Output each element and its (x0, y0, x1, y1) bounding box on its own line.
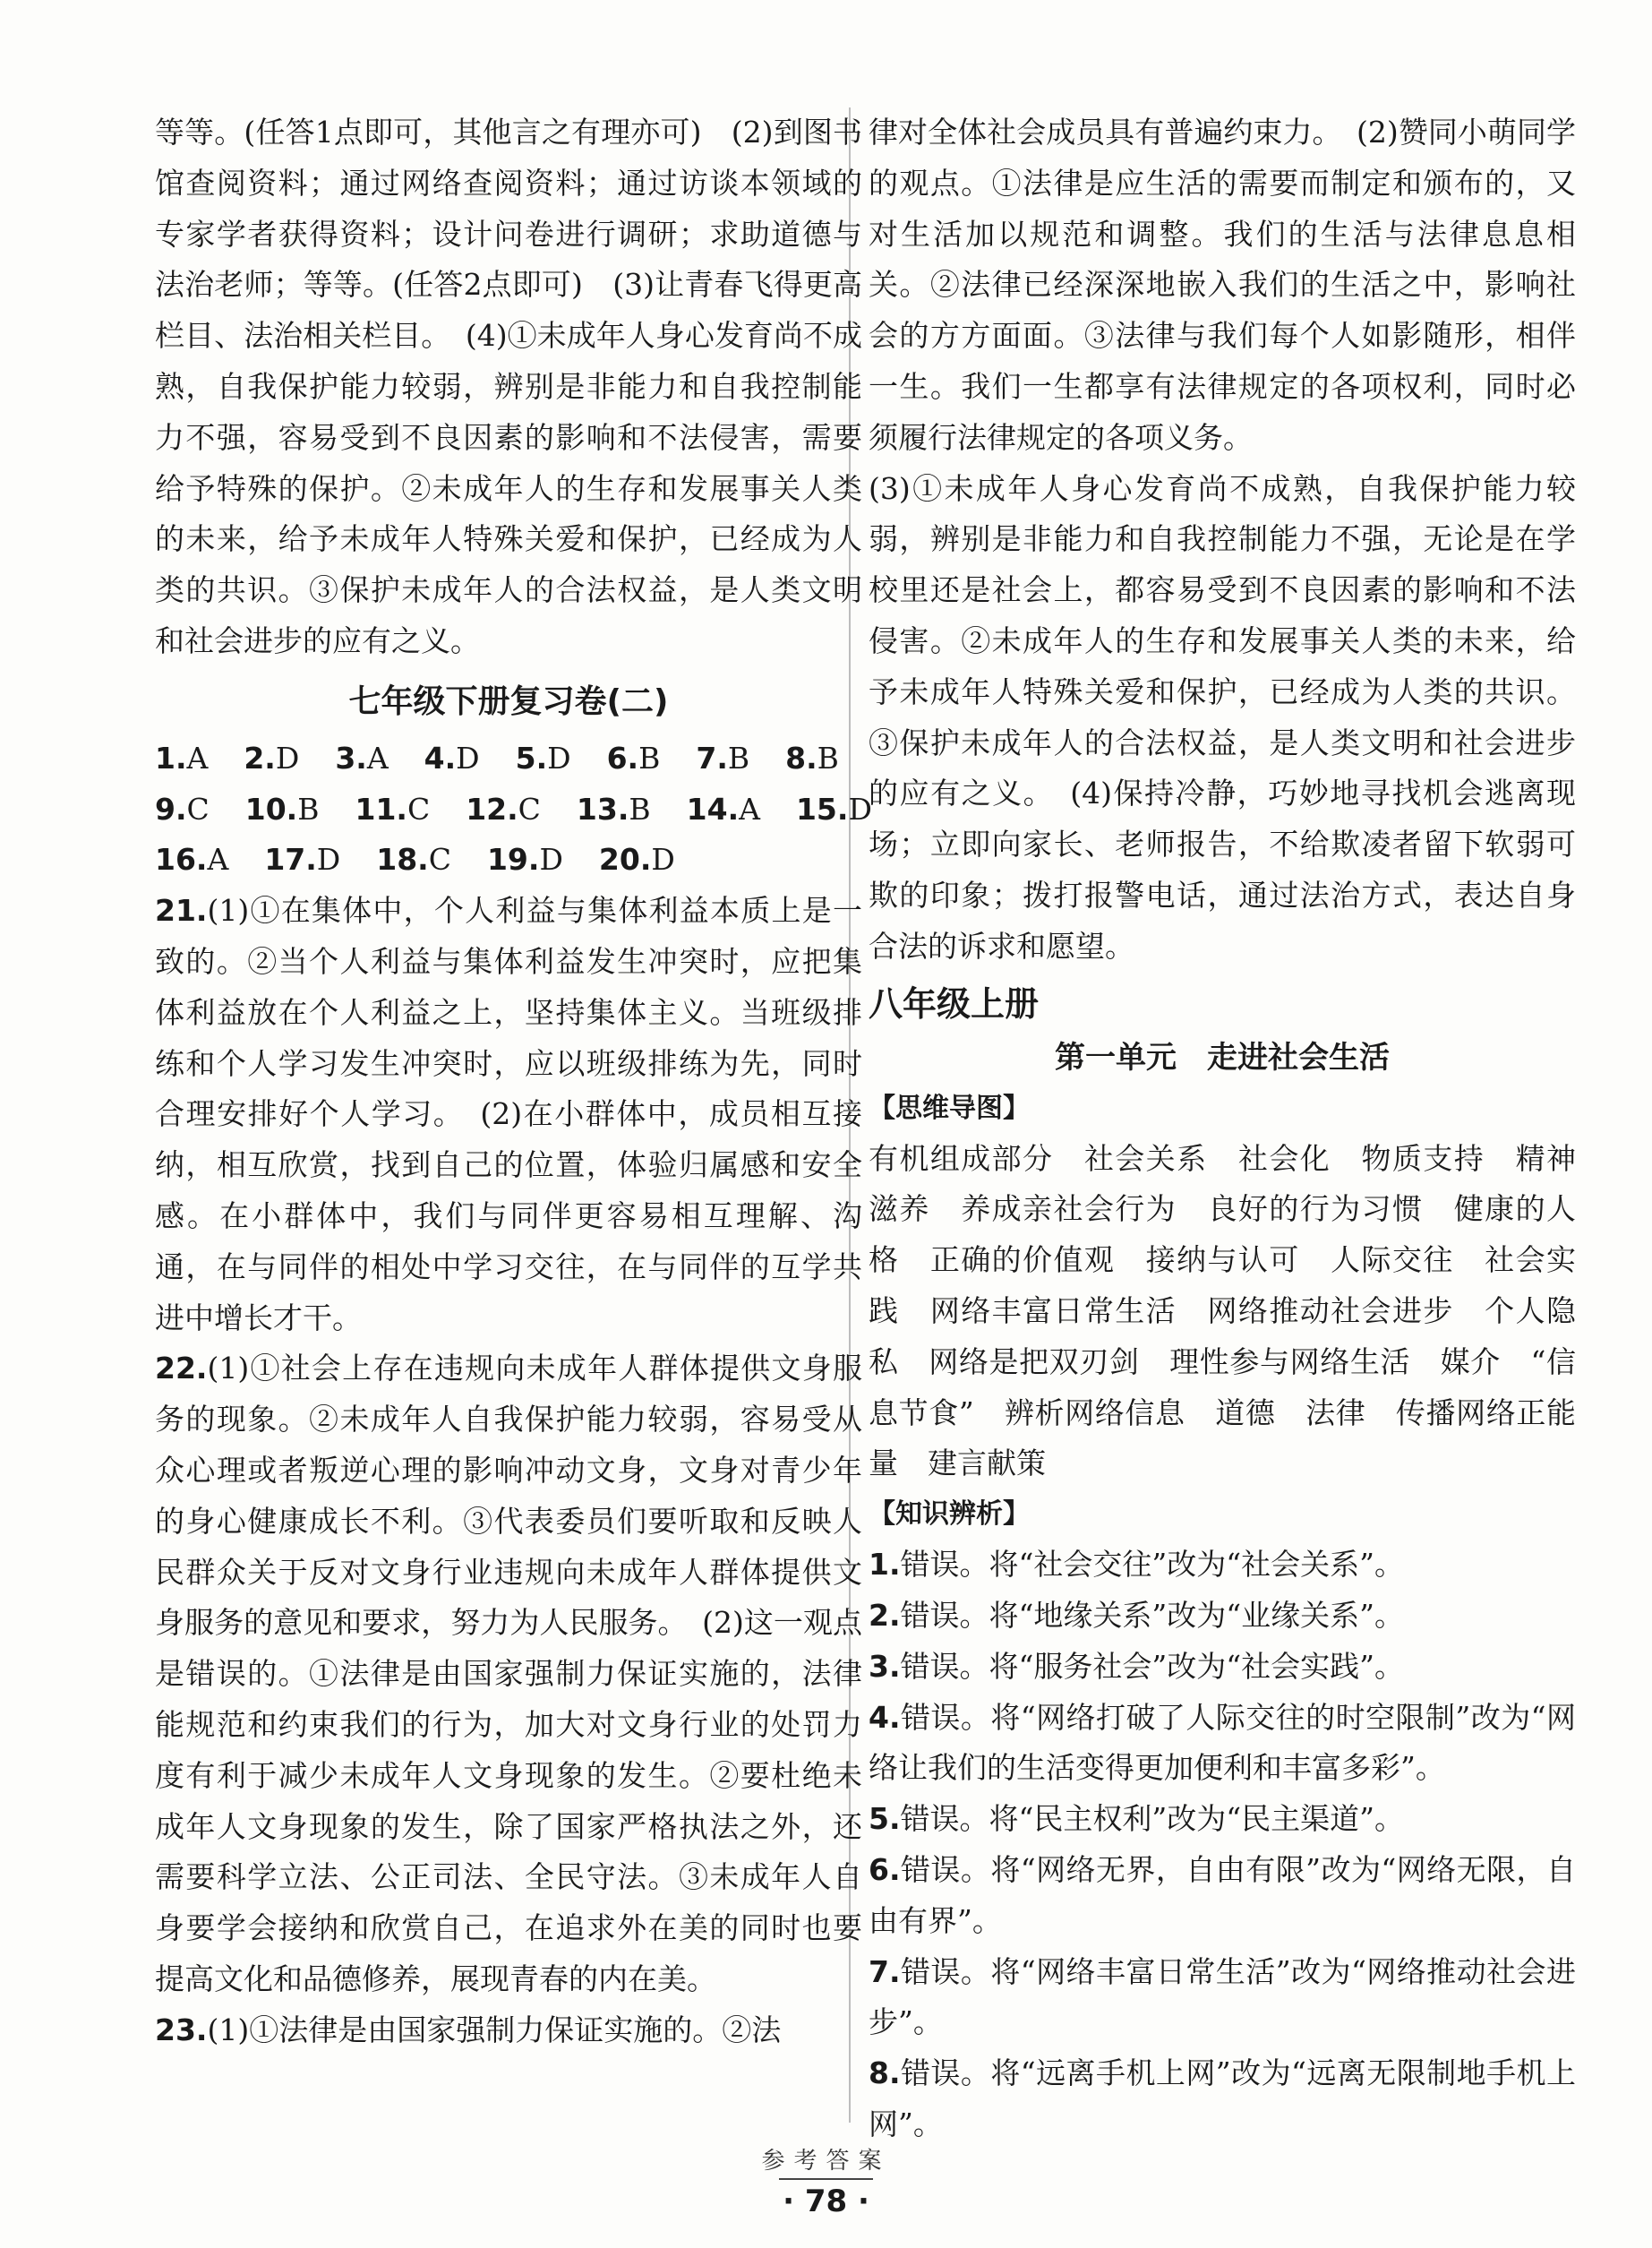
page-number: · 78 · (783, 2184, 869, 2219)
grade-title: 八年级上册 (869, 983, 1040, 1024)
unit-title: 第一单元 走进社会生活 (1055, 1039, 1390, 1076)
footer-label: 参考答案 (761, 2148, 891, 2175)
question-22-answer: 22.(1)①社会上存在违规向未成年人群体提供文身服务的现象。②未成年人自我保护能力较弱，容易受从众心理或者叛逆心理的影响冲动文身，文身对青少年的身心健康成长不利。③代表委员们要听取和反映人民群众关于反对文身行业违规向未成年人群体提供文身服务的意见和要求，努力为人民服务。 (2)这一观点是错误的。①法律是由国家强制力保证实施的，法律能规范和约束我们的行为，加大对文身行业的处罚力度有利于减少未成年人文身现象的发生。②要杜绝未成年人文身现象的发生，除了国家严格执法之外，还需要科学立法、公正司法、全民守法。③未成年人自身要学会接纳和欣赏自己，在追求外在美的同时也要提高文化和品德修养，展现青春的内在美。 (155, 1351, 862, 1996)
left-column (155, 107, 872, 2055)
section-title: 七年级下册复习卷(二) (348, 682, 669, 720)
question-21-answer: 21.(1)①在集体中，个人利益与集体利益本质上是一致的。②当个人利益与集体利益发生冲突时，应把集体利益放在个人利益之上，坚持集体主义。当班级排练和个人学习发生冲突时，应以班级排练为先，同时合理安排好个人学习。 (2)在小群体中，成员相互接纳，相互欣赏，找到自己的位置，体验归属感和安全感。在小群体中，我们与同伴更容易相互理解、沟通，在与同伴的相处中学习交往，在与同伴的互学共进中增长才干。 (155, 893, 862, 1335)
list-item: 6.错误。将“网络无界，自由有限”改为“网络无限，自由有界”。 (869, 1851, 1576, 1938)
list-item: 5.错误。将“民主权利”改为“民主渠道”。 (869, 1801, 1404, 1837)
answer-continuation: 等等。(任答1点即可，其他言之有理亦可) (2)到图书馆查阅资料；通过网络查阅资料；通过访谈本领域的专家学者获得资料；设计问卷进行调研；求助道德与法治老师；等等。(任答2点即可) (3)让青春飞得更高栏目、法治相关栏目。 (4)①未成年人身心发育尚不成熟，自我保护能力较弱，辨别是非能力和自我控制能力不强，容易受到不良因素的影响和不法侵害，需要给予特殊的保护。②未成年人的生存和发展事关人类的未来，给予未成年人特殊关爱和保护，已经成为人类的共识。③保护未成年人的合法权益，是人类文明和社会进步的应有之义。 (155, 115, 862, 658)
mc-answer: 20.D (598, 842, 675, 878)
mind-map-terms: 有机组成部分 社会关系 社会化 物质支持 精神滋养 养成亲社会行为 良好的行为习惯 健康的人格 正确的价值观 接纳与认可 人际交往 社会实践 网络丰富日常生活 网络推动社会进步 个人隐私 网络是把双刃剑 理性参与网络生活 媒介 “信息节食” 辨析网络信息 道德 法律 传播网络正能量 建言献策 (869, 1140, 1576, 1481)
mc-row-2 (155, 785, 872, 836)
list-item: 4.错误。将“网络打破了人际交往的时空限制”改为“网络让我们的生活变得更加便利和丰富多彩”。 (869, 1699, 1576, 1786)
mc-answer: 9.C (155, 791, 210, 827)
mc-answer: 7.B (696, 740, 750, 776)
multiple-choice-answers (155, 734, 872, 886)
footer-divider (779, 2178, 873, 2180)
list-item: 3.错误。将“服务社会”改为“社会实践”。 (869, 1648, 1404, 1684)
mc-answer: 13.B (576, 791, 651, 827)
mc-answer: 11.C (355, 791, 431, 827)
mc-answer: 14.A (686, 791, 760, 827)
mc-answer: 16.A (155, 842, 229, 878)
mc-answer: 18.C (376, 842, 451, 878)
list-item: 2.错误。将“地缘关系”改为“业缘关系”。 (869, 1597, 1404, 1633)
mc-answer: 5.D (515, 740, 571, 776)
question-23-answer: 23.(1)①法律是由国家强制力保证实施的。②法 (155, 2012, 782, 2047)
mc-answer: 19.D (486, 842, 563, 878)
knowledge-heading: 【知识辨析】 (869, 1498, 1030, 1531)
mc-answer: 1.A (155, 740, 209, 776)
answer-part-3-4: (3)①未成年人身心发育尚不成熟，自我保护能力较弱，辨别是非能力和自我控制能力不强，无论是在学校里还是社会上，都容易受到不良因素的影响和不法侵害。②未成年人的生存和发展事关人类的未来，给予未成年人特殊关爱和保护，已经成为人类的共识。③保护未成年人的合法权益，是人类文明和社会进步的应有之义。 (4)保持冷静，巧妙地寻找机会逃离现场；立即向家长、老师报告，不给欺凌者留下软弱可欺的印象；拨打报警电话，通过法治方式，表达自身合法的诉求和愿望。 (869, 470, 1576, 964)
mc-answer: 3.A (335, 740, 389, 776)
knowledge-list (869, 1540, 1576, 2150)
mc-answer: 12.C (466, 791, 541, 827)
list-item: 1.错误。将“社会交往”改为“社会关系”。 (869, 1547, 1404, 1583)
mc-answer: 4.D (424, 740, 480, 776)
mc-answer: 17.D (264, 842, 341, 878)
answer-continuation-right: 律对全体社会成员具有普遍约束力。 (2)赞同小萌同学的观点。①法律是应生活的需要而制定和颁布的，又对生活加以规范和调整。我们的生活与法律息息相关。②法律已经深深地嵌入我们的生活之中，影响社会的方方面面。③法律与我们每个人如影随形，相伴一生。我们一生都享有法律规定的各项权利，同时必须履行法律规定的各项义务。 (869, 115, 1576, 455)
mc-row-1 (155, 734, 862, 785)
mc-answer: 8.B (785, 740, 839, 776)
list-item: 8.错误。将“远离手机上网”改为“远离无限制地手机上网”。 (869, 2055, 1576, 2141)
mc-answer: 10.B (244, 791, 320, 827)
mc-row-3 (155, 835, 862, 886)
mc-answer: 15.D (795, 791, 872, 827)
list-item: 7.错误。将“网络丰富日常生活”改为“网络推动社会进步”。 (869, 1953, 1576, 2040)
mc-answer: 6.B (606, 740, 661, 776)
mc-answer: 2.D (244, 740, 300, 776)
right-column (869, 107, 1576, 2150)
mind-map-heading: 【思维导图】 (869, 1092, 1030, 1124)
